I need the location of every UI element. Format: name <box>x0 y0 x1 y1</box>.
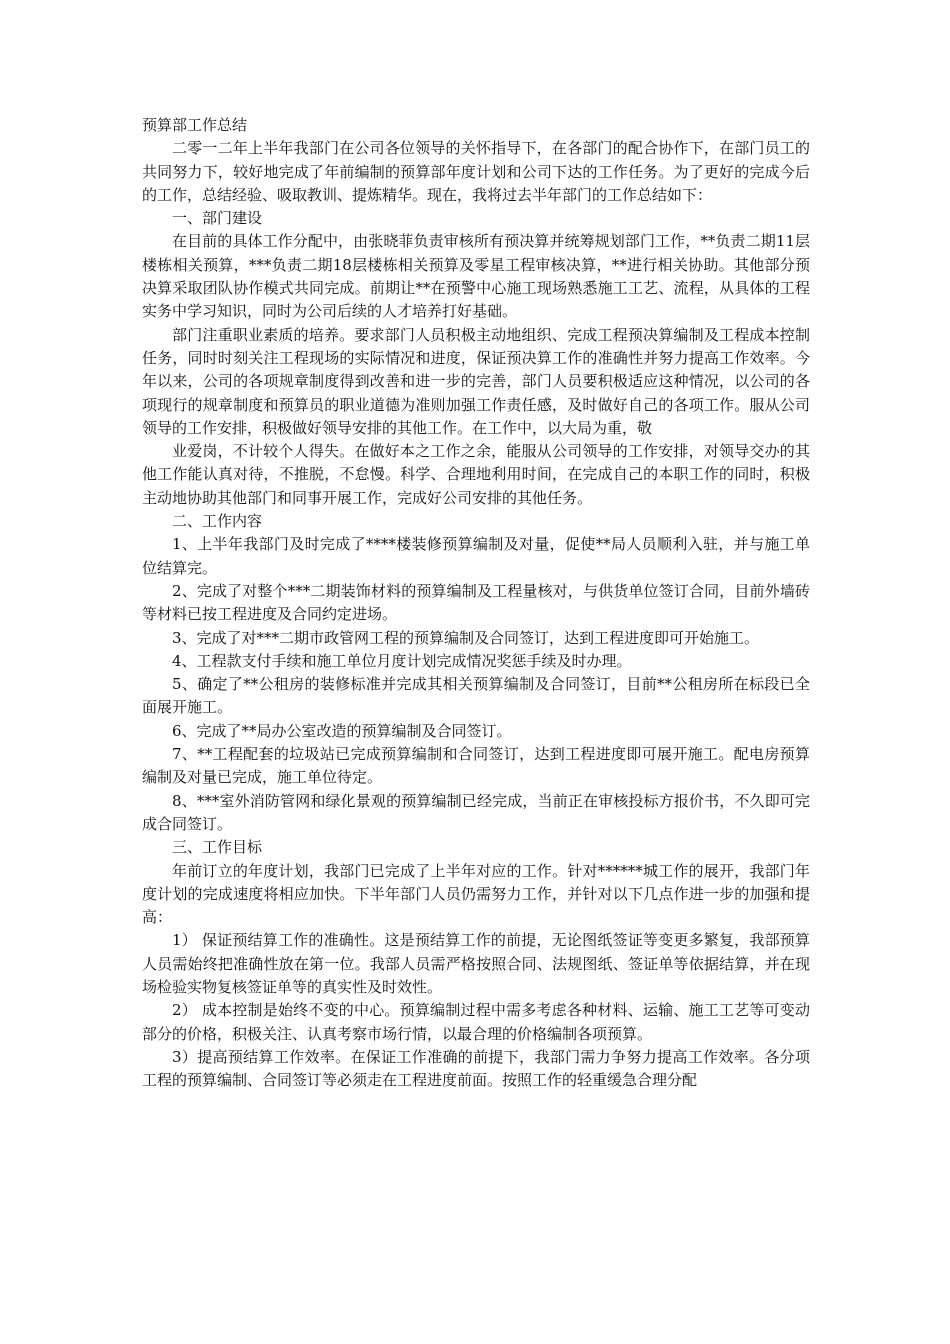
section-heading-2: 二、工作内容 <box>172 512 263 531</box>
list-item: 4、工程款支付手续和施工单位月度计划完成情况奖惩手续及时办理。 <box>172 651 632 670</box>
list-item: 1、上半年我部门及时完成了****楼装修预算编制及对量，促使**局人员顺利入驻，并与施工单位结算完。 <box>142 535 810 577</box>
section-heading-3: 三、工作目标 <box>172 838 263 857</box>
list-item: 3、完成了对***二期市政管网工程的预算编制及合同签订，达到工程进度即可开始施工。 <box>172 628 760 647</box>
list-item: 7、**工程配套的垃圾站已完成预算编制和合同签订，达到工程进度即可展开施工。配电房预算编制及对量已完成，施工单位待定。 <box>142 745 810 787</box>
document-page <box>142 114 810 1092</box>
paragraph-intro: 二零一二年上半年我部门在公司各位领导的关怀指导下，在各部门的配合协作下，在部门员工的共同努力下，较好地完成了年前编制的预算部年度计划和公司下达的工作任务。为了更好的完成今后的工作，总结经验、吸取教训、提炼精华。现在，我将过去半年部门的工作总结如下： <box>142 139 810 204</box>
list-item: 1） 保证预结算工作的准确性。这是预结算工作的前提，无论图纸签证等变更多繁复，我部预算人员需始终把准确性放在第一位。我部人员需严格按照合同、法规图纸、签证单等依据结算，并在现场检验实物复核签证单等的真实性及时效性。 <box>142 931 810 996</box>
list-item: 3）提高预结算工作效率。在保证工作准确的前提下，我部门需力争努力提高工作效率。各分项工程的预算编制、合同签订等必须走在工程进度前面。按照工作的轻重缓急合理分配 <box>142 1047 810 1090</box>
list-item: 8、***室外消防管网和绿化景观的预算编制已经完成，当前正在审核投标方报价书，不久即可完成合同签订。 <box>142 791 810 833</box>
document-title: 预算部工作总结 <box>142 116 248 134</box>
list-item: 5、确定了**公租房的装修标准并完成其相关预算编制及合同签订，目前**公租房所在标段已全面展开施工。 <box>142 675 810 717</box>
list-item: 2、完成了对整个***二期装饰材料的预算编制及工程量核对，与供货单位签订合同，目前外墙砖等材料已按工程进度及合同约定进场。 <box>142 581 810 624</box>
list-item: 2） 成本控制是始终不变的中心。预算编制过程中需多考虑各种材料、运输、施工工艺等可变动部分的价格，积极关注、认真考察市场行情，以最合理的价格编制各项预算。 <box>142 1001 810 1043</box>
section-heading-1: 一、部门建设 <box>172 209 263 228</box>
list-item: 6、完成了**局办公室改造的预算编制及合同签订。 <box>172 721 512 740</box>
paragraph: 业爱岗，不计较个人得失。在做好本之工作之余，能服从公司领导的工作安排，对领导交办的其他工作能认真对待，不推脱，不怠慢。科学、合理地利用时间，在完成自己的本职工作的同时，积极主动地协助其他部门和同事开展工作，完成好公司安排的其他任务。 <box>142 442 810 507</box>
paragraph: 在目前的具体工作分配中，由张晓菲负责审核所有预决算并统筹规划部门工作，**负责二期11层楼栋相关预算，***负责二期18层楼栋相关预算及零星工程审核决算，**进行相关协助。其他部分预决算采取团队协作模式共同完成。前期让**在预警中心施工现场熟悉施工工艺、流程，从具体的工程实务中学习知识，同时为公司后续的人才培养打好基础。 <box>142 232 810 321</box>
paragraph: 年前订立的年度计划，我部门已完成了上半年对应的工作。针对******城工作的展开，我部门年度计划的完成速度将相应加快。下半年部门人员仍需努力工作，并针对以下几点作进一步的加强和提高： <box>142 861 810 927</box>
paragraph: 部门注重职业素质的培养。要求部门人员积极主动地组织、完成工程预决算编制及工程成本控制任务，同时时刻关注工程现场的实际情况和进度，保证预决算工作的准确性并努力提高工作效率。今年以来，公司的各项规章制度得到改善和进一步的完善，部门人员要积极适应这种情况，以公司的各项现行的规章制度和预算员的职业道德为准则加强工作责任感，及时做好自己的各项工作。服从公司领导的工作安排，积极做好领导安排的其他工作。在工作中，以大局为重，敬 <box>142 325 810 437</box>
